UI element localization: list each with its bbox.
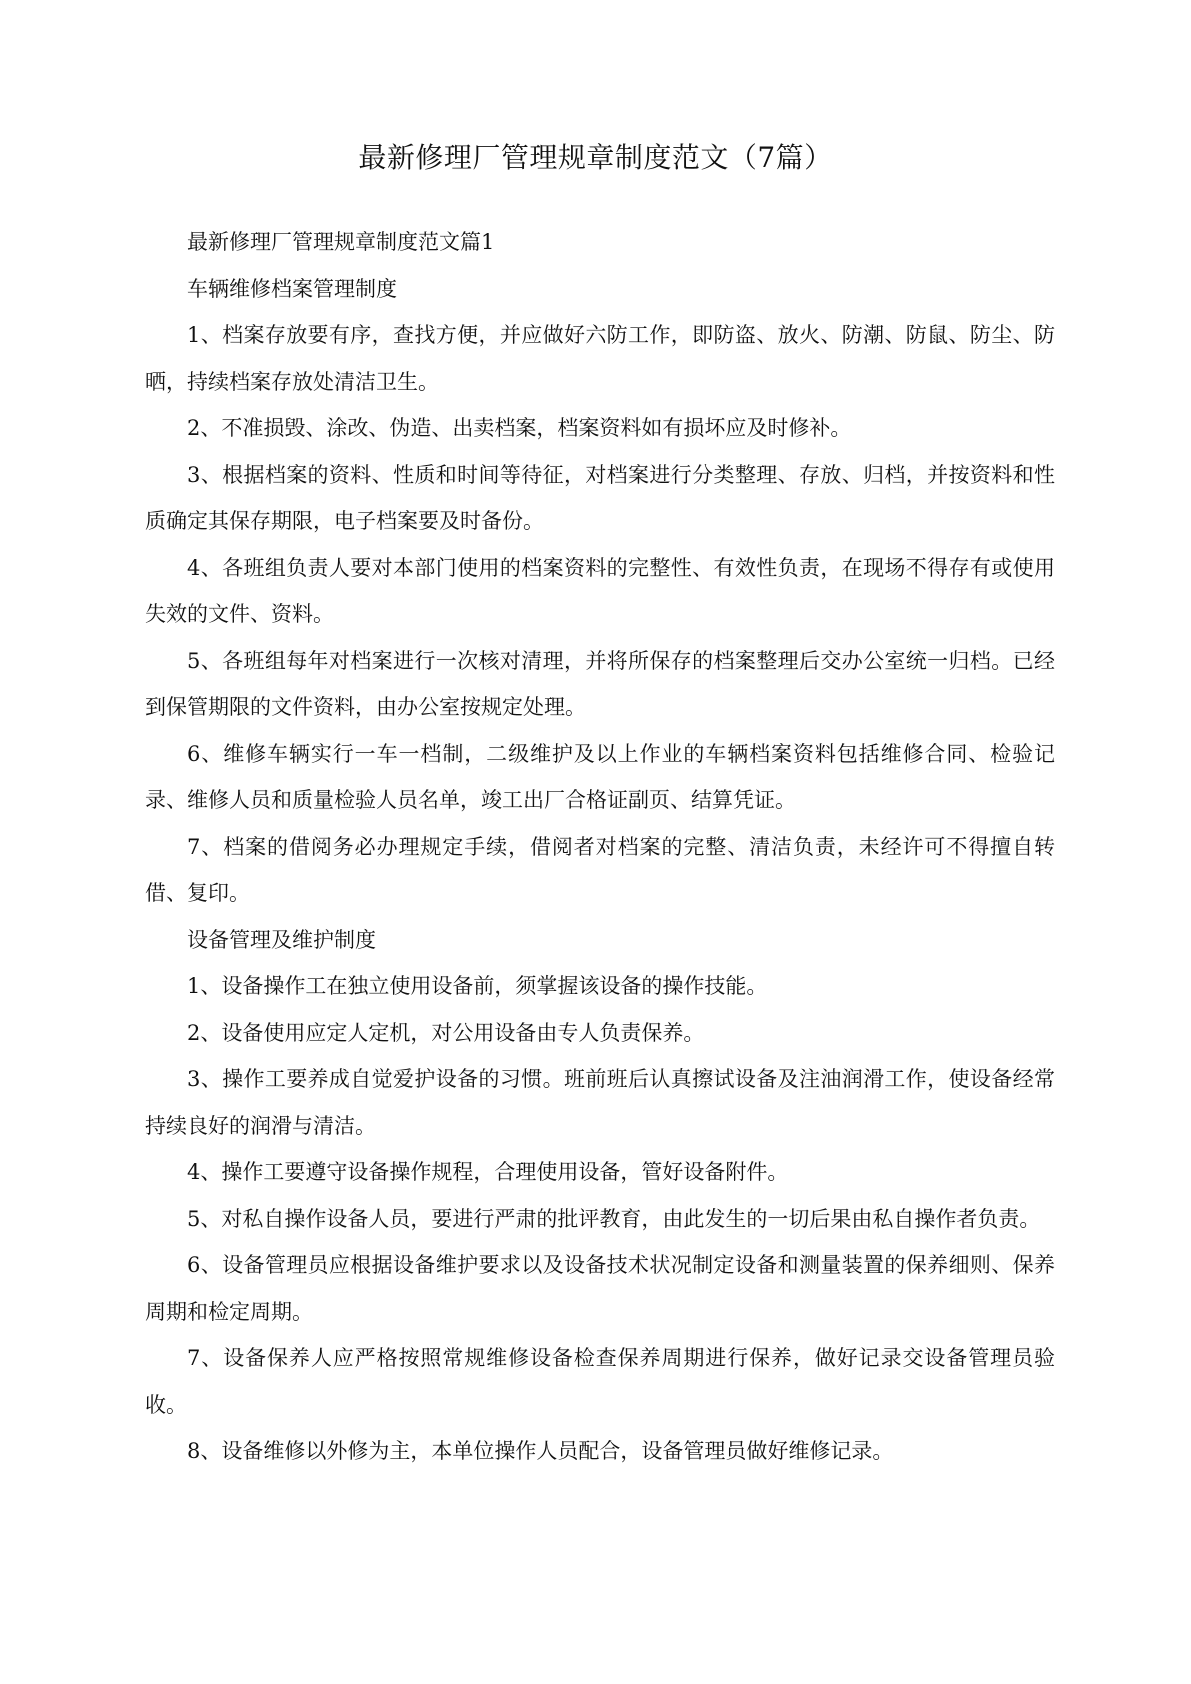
subsection-heading: 车辆维修档案管理制度 bbox=[187, 276, 397, 301]
paragraph: 5、对私自操作设备人员，要进行严肃的批评教育，由此发生的一切后果由私自操作者负责。 bbox=[187, 1206, 1041, 1231]
paragraph: 2、设备使用应定人定机，对公用设备由专人负责保养。 bbox=[187, 1020, 705, 1045]
paragraph: 3、根据档案的资料、性质和时间等待征，对档案进行分类整理、存放、归档，并按资料和性质确定其保存期限，电子档案要及时备份。 bbox=[145, 462, 1055, 533]
paragraph: 5、各班组每年对档案进行一次核对清理，并将所保存的档案整理后交办公室统一归档。已经到保管期限的文件资料，由办公室按规定处理。 bbox=[145, 648, 1055, 719]
paragraph: 3、操作工要养成自觉爱护设备的习惯。班前班后认真擦试设备及注油润滑工作，使设备经常持续良好的润滑与清洁。 bbox=[145, 1067, 1055, 1138]
section-heading: 最新修理厂管理规章制度范文篇1 bbox=[187, 230, 495, 254]
paragraph: 4、操作工要遵守设备操作规程，合理使用设备，管好设备附件。 bbox=[187, 1160, 789, 1184]
paragraph: 7、设备保养人应严格按照常规维修设备检查保养周期进行保养，做好记录交设备管理员验收。 bbox=[145, 1346, 1055, 1417]
paragraph: 6、维修车辆实行一车一档制，二级维护及以上作业的车辆档案资料包括维修合同、检验记录、维修人员和质量检验人员名单，竣工出厂合格证副页、结算凭证。 bbox=[145, 741, 1055, 812]
paragraph: 7、档案的借阅务必办理规定手续，借阅者对档案的完整、清洁负责，未经许可不得擅自转借、复印。 bbox=[145, 834, 1055, 905]
paragraph: 4、各班组负责人要对本部门使用的档案资料的完整性、有效性负责，在现场不得存有或使用失效的文件、资料。 bbox=[145, 555, 1055, 626]
paragraph: 1、档案存放要有序，查找方便，并应做好六防工作，即防盗、放火、防潮、防鼠、防尘、防晒，持续档案存放处清洁卫生。 bbox=[145, 323, 1055, 394]
paragraph: 8、设备维修以外修为主，本单位操作人员配合，设备管理员做好维修记录。 bbox=[187, 1439, 894, 1463]
paragraph: 2、不准损毁、涂改、伪造、出卖档案，档案资料如有损坏应及时修补。 bbox=[187, 416, 852, 440]
paragraph: 1、设备操作工在独立使用设备前，须掌握该设备的操作技能。 bbox=[187, 974, 768, 998]
document-body bbox=[145, 219, 1055, 1475]
paragraph: 6、设备管理员应根据设备维护要求以及设备技术状况制定设备和测量装置的保养细则、保养周期和检定周期。 bbox=[145, 1253, 1055, 1324]
document-title: 最新修理厂管理规章制度范文（7篇） bbox=[358, 141, 833, 174]
subsection-heading: 设备管理及维护制度 bbox=[187, 927, 376, 952]
